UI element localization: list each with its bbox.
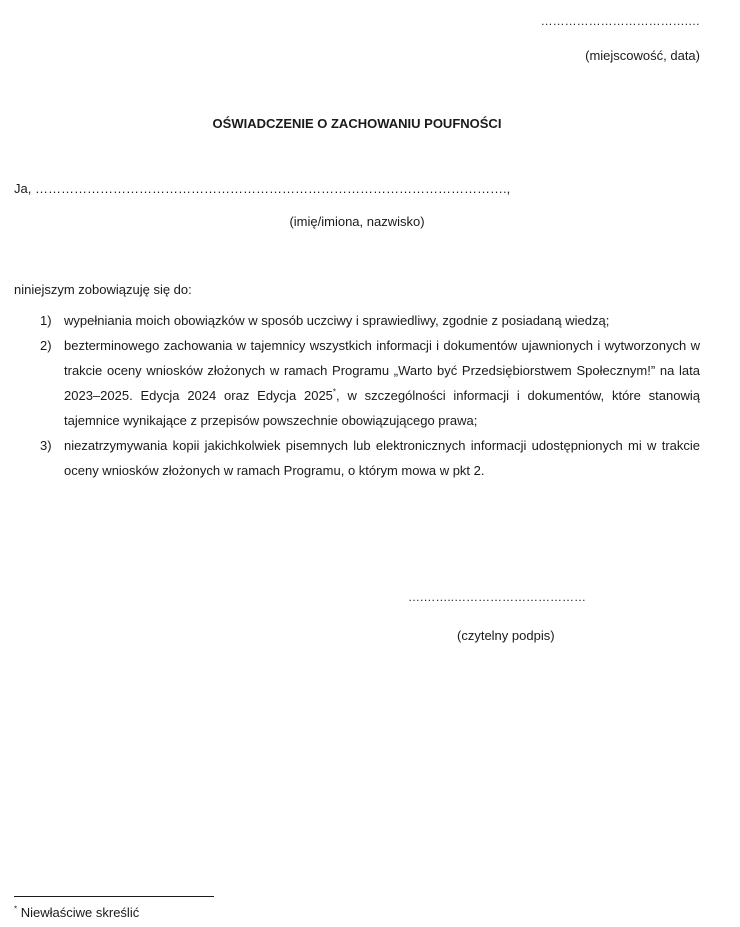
footnote [14, 905, 139, 920]
list-item-text: niezatrzymywania kopii jakichkolwiek pisemnych lub elektronicznych informacji udostępnionych mi w trakcie oceny wniosków złożonych w ramach Programu, o którym mowa w pkt 2. [64, 438, 700, 478]
footnote-divider [14, 896, 214, 897]
list-item-number: 1) [40, 313, 52, 328]
obligations-list [14, 308, 700, 483]
list-item [14, 433, 700, 483]
place-date-dotted-line: ……………………………….… [540, 14, 700, 28]
declarant-name-line: Ja, ………………………………………………………………………………………………., [14, 181, 511, 196]
list-item-text: wypełniania moich obowiązków w sposób uczciwy i sprawiedliwy, zgodnie z posiadaną wiedzą; [64, 313, 610, 328]
list-item-text-part: bezterminowego zachowania w tajemnicy wszystkich informacji i dokumentów ujawnionych i wytworzonych w trakcie oceny wniosków złożonych w ramach Programu „Warto być Przedsiębiorstwem Społecznym!” na lata 2023–2025. Edycja 2024 oraz Edycja 2025 [64, 338, 700, 403]
footnote-marker: * [332, 387, 337, 397]
list-item-number: 2) [40, 338, 52, 353]
document-title: OŚWIADCZENIE O ZACHOWANIU POUFNOŚCI [212, 116, 502, 131]
list-item [14, 333, 700, 433]
footnote-text: Niewłaściwe skreślić [17, 905, 140, 920]
intro-text: niniejszym zobowiązuję się do: [14, 282, 192, 297]
list-item-text-part: , w szczególności informacji i dokumentów, które stanowią tajemnice wynikające z przepisów powszechnie obowiązującego prawa; [64, 388, 700, 428]
declarant-name-label: (imię/imiona, nazwisko) [289, 214, 425, 229]
signature-dotted-line: ….……..…………………………… [408, 590, 587, 604]
footnote-mark: * [14, 904, 18, 914]
list-item-number: 3) [40, 438, 52, 453]
place-date-label: (miejscowość, data) [585, 48, 700, 63]
list-item [14, 308, 700, 333]
list-item-text [64, 338, 700, 428]
signature-label: (czytelny podpis) [457, 628, 555, 643]
